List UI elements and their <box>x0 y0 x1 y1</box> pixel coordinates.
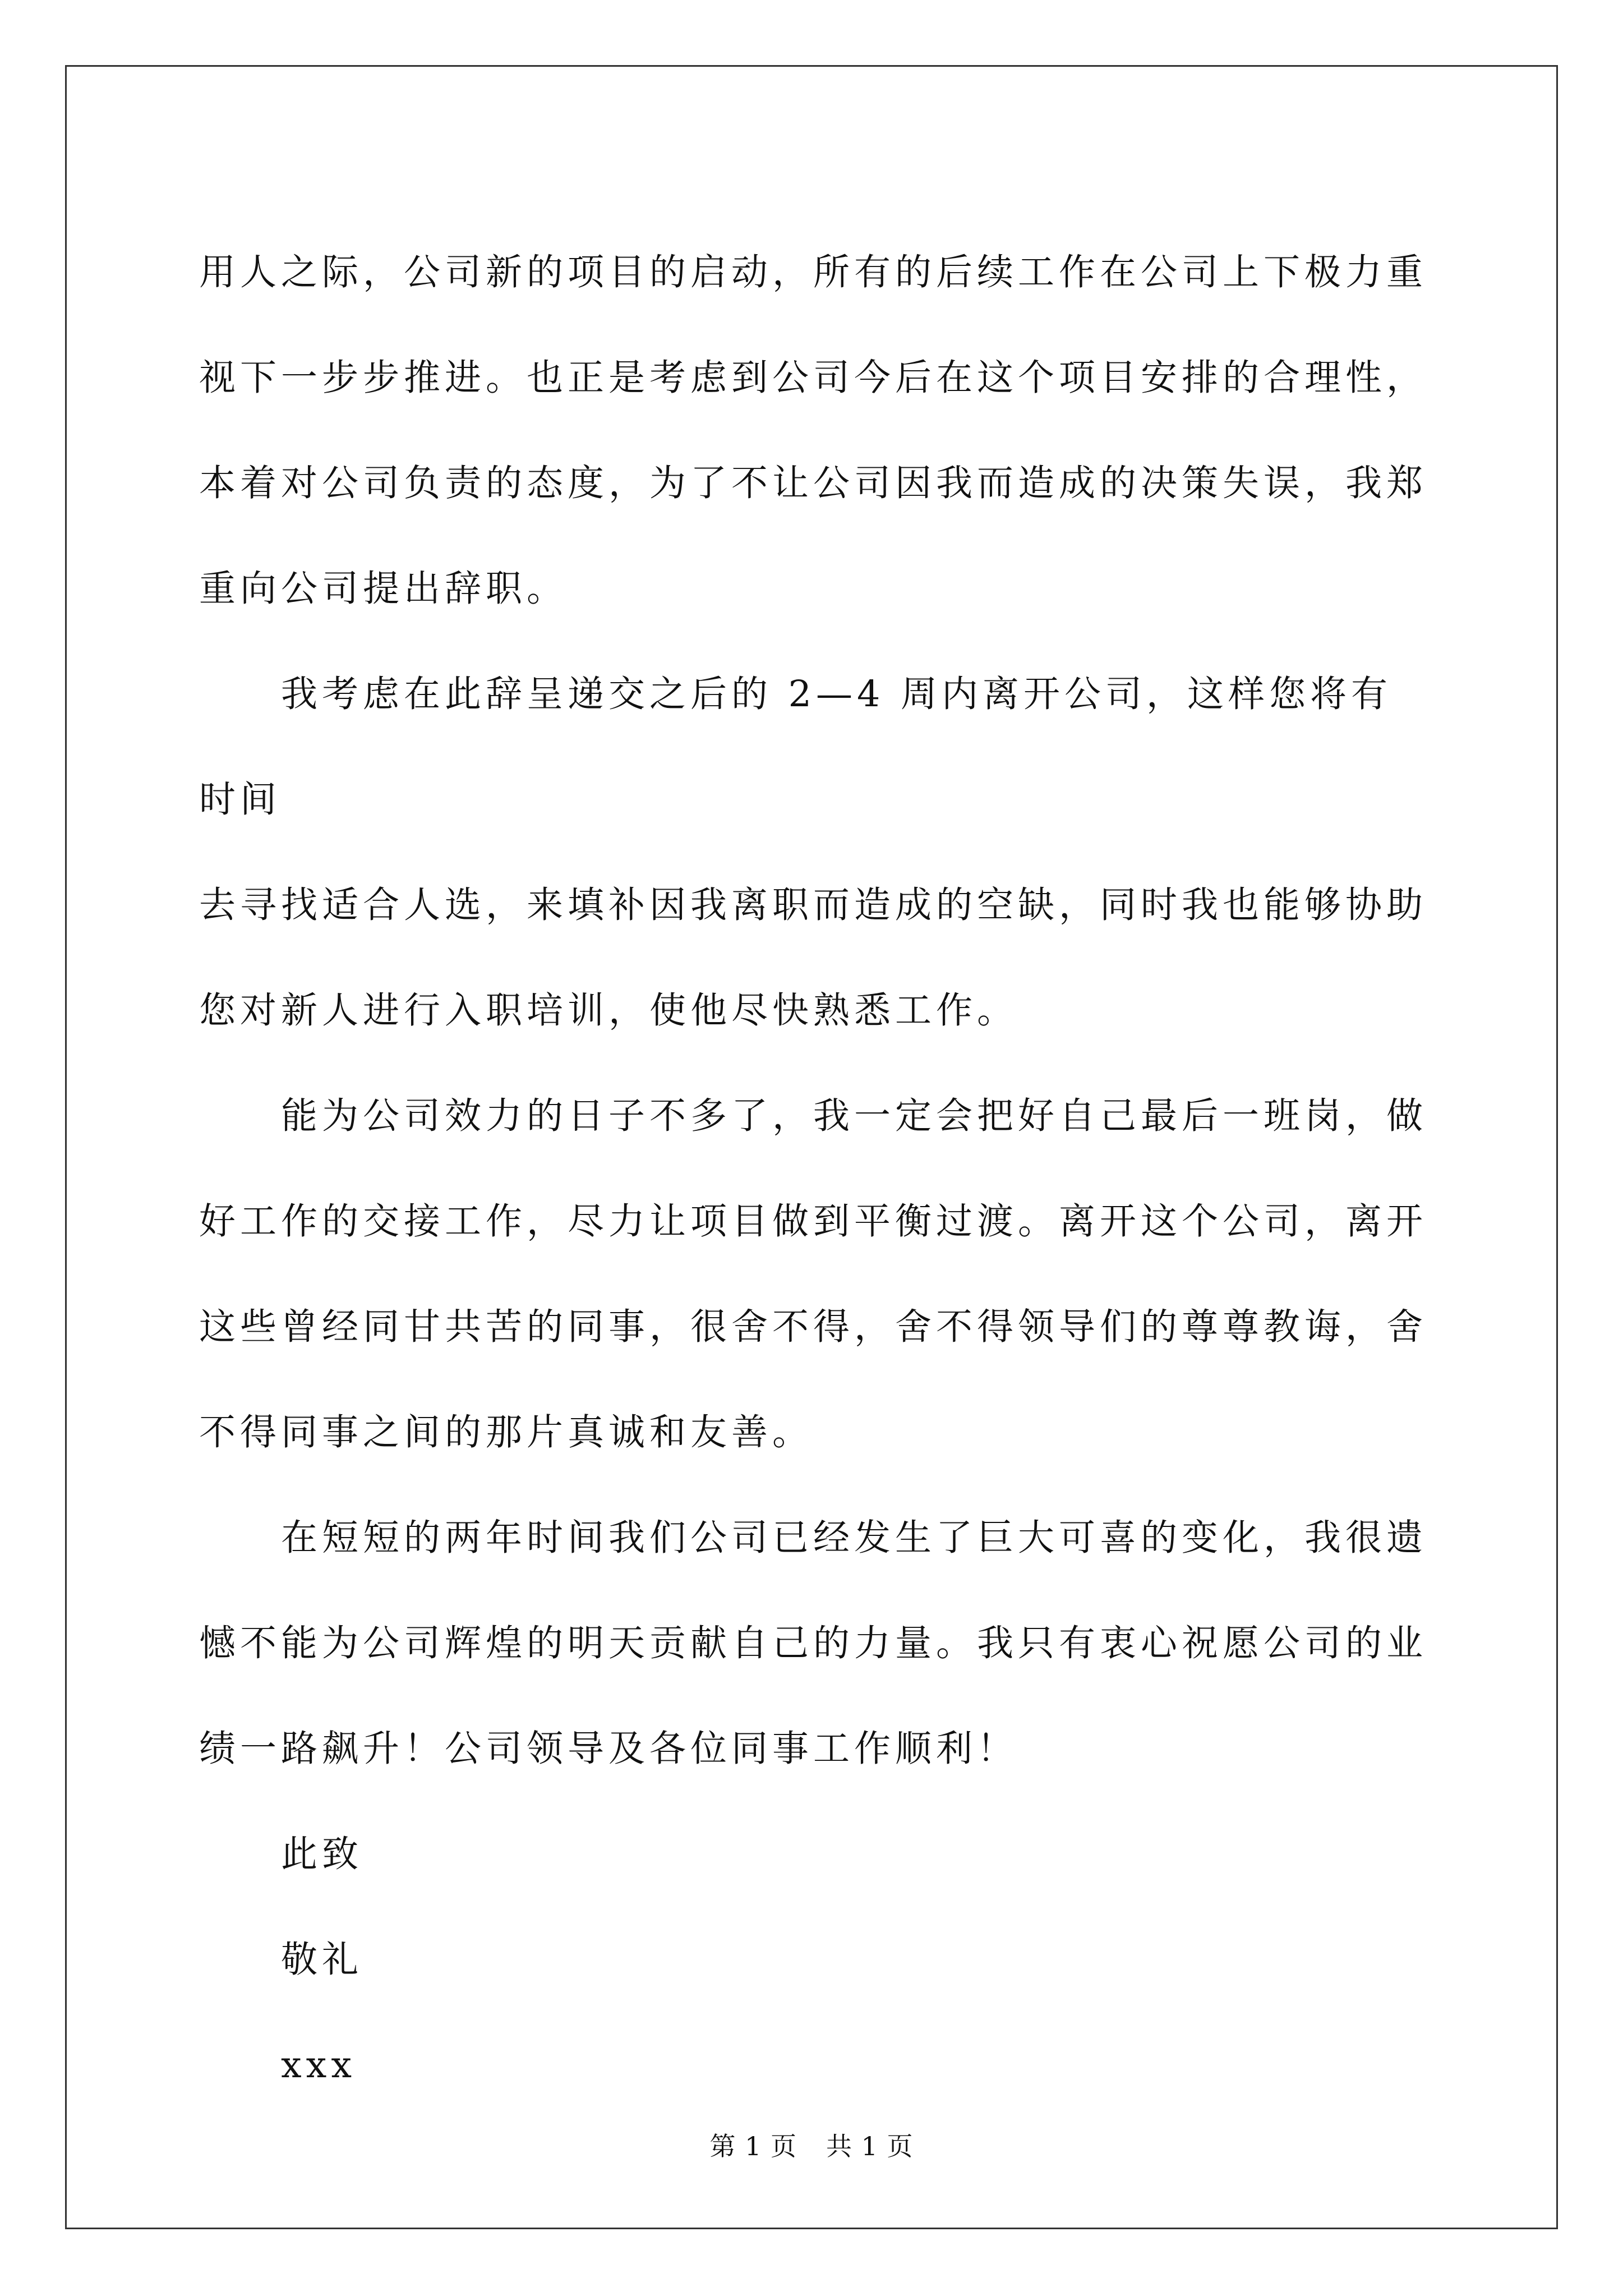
paragraph-3 <box>199 1064 1433 1485</box>
document-body <box>199 220 1433 2118</box>
paragraph-1 <box>199 220 1433 642</box>
paragraph-4 <box>199 1485 1433 1802</box>
text-line: 去寻找适合人选，来填补因我离职而造成的空缺，同时我也能够协助 <box>199 884 1428 926</box>
page-number: 第 1 页 <box>709 2131 797 2161</box>
text-line: 您对新人进行入职培训，使他尽快熟悉工作。 <box>199 990 1018 1032</box>
text-line: 绩一路飙升！公司领导及各位同事工作顺利！ <box>199 1728 1018 1770</box>
text-line: 本着对公司负责的态度，为了不让公司因我而造成的决策失误，我郑 <box>199 462 1428 504</box>
text-line: 这些曾经同甘共苦的同事，很舍不得，舍不得领导们的尊尊教诲，舍 <box>199 1306 1428 1348</box>
page-footer <box>0 2126 1623 2163</box>
text-line: 好工作的交接工作，尽力让项目做到平衡过渡。离开这个公司，离开 <box>199 1200 1428 1243</box>
text-line: 不得同事之间的那片真诚和友善。 <box>199 1411 814 1453</box>
closing-regards: 敬礼 <box>281 1939 363 1981</box>
paragraph-2 <box>199 642 1433 1064</box>
text-line: 我考虑在此辞呈递交之后的 2—4 周内离开公司，这样您将有时间 <box>199 673 1393 821</box>
signature: xxx <box>281 2044 356 2086</box>
text-line: 视下一步步推进。也正是考虑到公司今后在这个项目安排的合理性， <box>199 357 1428 399</box>
text-line: 用人之际，公司新的项目的启动，所有的后续工作在公司上下极力重 <box>199 251 1428 293</box>
closing-salutation: 此致 <box>281 1833 363 1875</box>
text-line: 重向公司提出辞职。 <box>199 568 568 610</box>
text-line: 憾不能为公司辉煌的明天贡献自己的力量。我只有衷心祝愿公司的业 <box>199 1622 1428 1664</box>
text-line: 在短短的两年时间我们公司已经发生了巨大可喜的变化，我很遗 <box>281 1517 1428 1559</box>
text-line: 能为公司效力的日子不多了，我一定会把好自己最后一班岗，做 <box>281 1095 1428 1137</box>
page-total: 共 1 页 <box>826 2131 914 2161</box>
